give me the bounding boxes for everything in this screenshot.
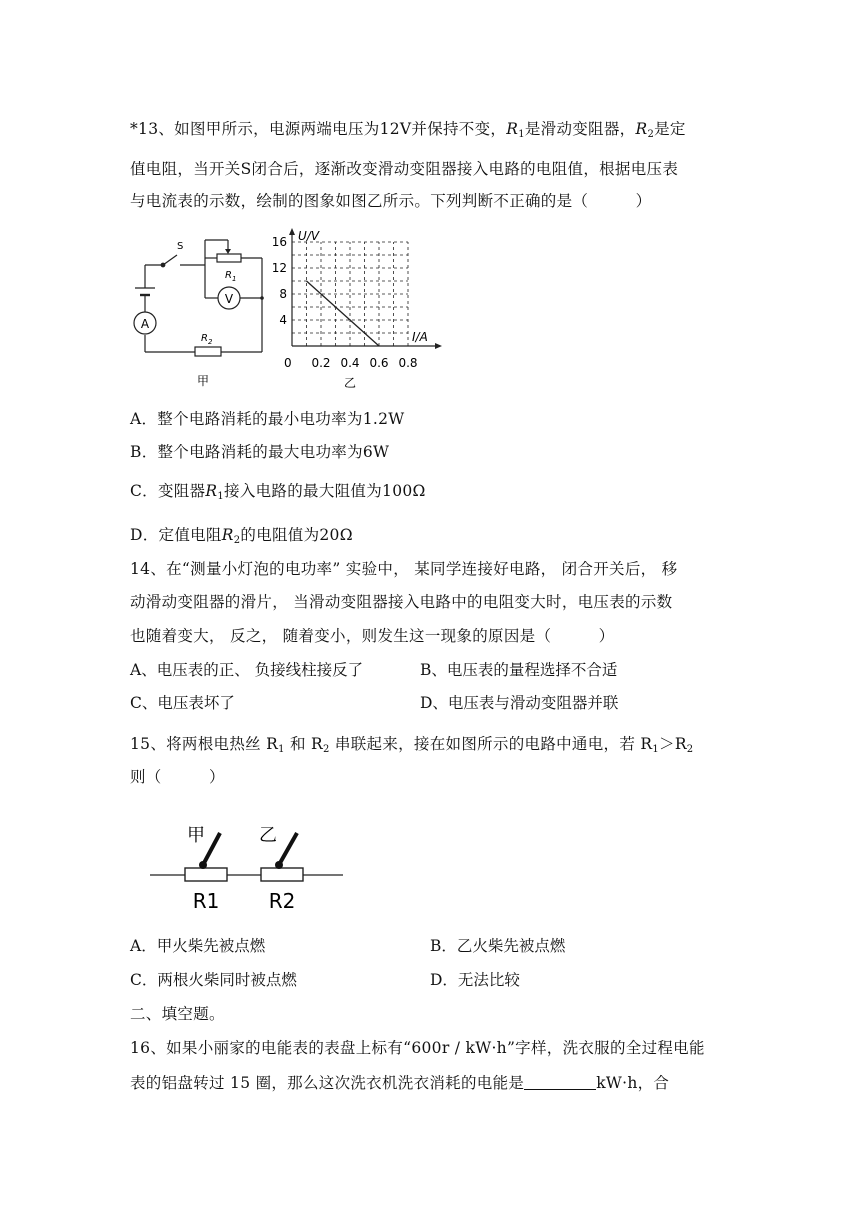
option-c-text: 接入电路的最大阻值为100Ω bbox=[224, 482, 426, 500]
q15-text: 15、将两根电热丝 R bbox=[130, 735, 279, 753]
resistor-match-diagram bbox=[148, 815, 348, 915]
subscript: 2 bbox=[686, 744, 694, 755]
y-axis-label: U/V bbox=[298, 229, 320, 243]
r2-symbol: R bbox=[635, 120, 648, 138]
x-tick-label: 0.2 bbox=[311, 356, 331, 370]
origin-label: 0 bbox=[284, 356, 292, 370]
option-d-text: 的电阻值为20Ω bbox=[240, 526, 353, 544]
x-tick-label: 0.6 bbox=[369, 356, 389, 370]
q14-option-a: A、电压表的正、 负接线柱接反了 bbox=[130, 661, 364, 679]
q13-line-3: 与电流表的示数，绘制的图象如图乙所示。下列判断不正确的是（ ） bbox=[130, 192, 652, 210]
r1-symbol: R bbox=[205, 482, 218, 500]
q13-option-d bbox=[130, 523, 353, 546]
q16-line-1: 16、如果小丽家的电能表的表盘上标有“600r / kW·h”字样，洗衣服的全过程电能 bbox=[130, 1039, 705, 1057]
x-tick-label: 0.8 bbox=[398, 356, 418, 370]
q14-option-c: C、电压表坏了 bbox=[130, 694, 235, 712]
figure-caption-jia: 甲 bbox=[196, 374, 210, 388]
section-heading: 二、填空题。 bbox=[130, 1005, 225, 1023]
r1-subscript: 1 bbox=[518, 129, 525, 140]
label-r2: R2 bbox=[268, 889, 296, 913]
y-tick-label: 16 bbox=[271, 235, 287, 249]
q16-text: 表的铝盘转过 15 圈，那么这次洗衣机洗衣消耗的电能是 bbox=[130, 1074, 525, 1092]
q14-option-b: B、电压表的量程选择不合适 bbox=[420, 661, 618, 679]
q14-line-2: 动滑动变阻器的滑片， 当滑动变阻器接入电路中的电阻变大时，电压表的示数 bbox=[130, 593, 673, 611]
y-tick-label: 12 bbox=[271, 261, 287, 275]
label-yi: 乙 bbox=[259, 825, 277, 846]
y-tick-label: 4 bbox=[279, 313, 287, 327]
r2-subscript: 2 bbox=[647, 129, 655, 140]
q15-text: ＞R bbox=[659, 735, 687, 753]
graph-yi bbox=[262, 225, 442, 395]
q13-text: 是滑动变阻器， bbox=[524, 120, 636, 138]
series-line bbox=[307, 281, 380, 346]
q13-line-2: 值电阻，当开关S闭合后，逐渐改变滑动变阻器接入电路的电阻值，根据电压表 bbox=[130, 160, 679, 178]
q15-line-1 bbox=[130, 732, 693, 755]
r2-subscript: 2 bbox=[233, 535, 241, 546]
subscript: 1 bbox=[278, 744, 285, 755]
r1-symbol: R bbox=[506, 120, 519, 138]
label-jia: 甲 bbox=[187, 825, 205, 846]
q15-option-b: B．乙火柴先被点燃 bbox=[430, 937, 566, 955]
label-r1: R1 bbox=[192, 889, 220, 913]
q13-line-1 bbox=[130, 117, 686, 140]
answer-blank[interactable] bbox=[524, 1075, 596, 1090]
x-tick-label: 0.4 bbox=[340, 356, 360, 370]
q16-text: kW·h，合 bbox=[596, 1074, 670, 1092]
q14-line-1: 14、在“测量小灯泡的电功率” 实验中， 某同学连接好电路， 闭合开关后， 移 bbox=[130, 560, 678, 578]
q15-option-a: A．甲火柴先被点燃 bbox=[130, 937, 266, 955]
q15-option-c: C．两根火柴同时被点燃 bbox=[130, 971, 297, 989]
option-d-text: D．定值电阻 bbox=[130, 526, 222, 544]
q13-text: *13、如图甲所示，电源两端电压为12V并保持不变， bbox=[130, 120, 507, 138]
x-axis-label: I/A bbox=[412, 330, 428, 344]
q13-option-b: B．整个电路消耗的最大电功率为6W bbox=[130, 443, 390, 461]
voltmeter-label: V bbox=[224, 292, 234, 306]
figure-caption-yi: 乙 bbox=[343, 376, 357, 390]
q16-line-2 bbox=[130, 1071, 669, 1093]
r2-symbol: R bbox=[221, 526, 234, 544]
subscript: 2 bbox=[323, 744, 330, 755]
q15-text: 和 R bbox=[284, 735, 324, 753]
r1-subscript: 1 bbox=[217, 491, 225, 502]
q13-option-c bbox=[130, 479, 426, 502]
q15-option-d: D．无法比较 bbox=[430, 971, 520, 989]
q15-text: 串联起来，接在如图所示的电路中通电，若 R bbox=[329, 735, 653, 753]
q14-option-d: D、电压表与滑动变阻器并联 bbox=[420, 694, 619, 712]
circuit-diagram-jia bbox=[125, 225, 275, 395]
q14-line-3: 也随着变大， 反之， 随着变小，则发生这一现象的原因是（ ） bbox=[130, 627, 615, 645]
y-tick-label: 8 bbox=[279, 287, 287, 301]
q13-option-a: A．整个电路消耗的最小电功率为1.2W bbox=[130, 410, 405, 428]
r1-label: $R_1$ bbox=[225, 270, 237, 283]
ammeter-label: A bbox=[140, 317, 150, 331]
option-c-text: C．变阻器 bbox=[130, 482, 206, 500]
subscript: 1 bbox=[652, 744, 660, 755]
q15-line-2: 则（ ） bbox=[130, 768, 225, 786]
q13-text: 是定 bbox=[654, 120, 686, 138]
r2-label: $R_2$ bbox=[201, 333, 213, 346]
switch-label: S bbox=[177, 241, 184, 252]
